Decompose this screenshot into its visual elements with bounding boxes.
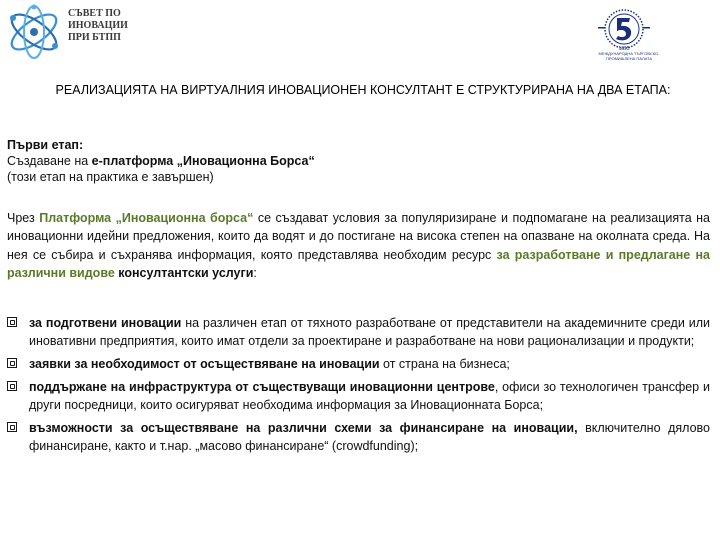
chamber-caption: МЕЖДУНАРОДНА ТЪРГОВСКО-ПРОМИШЛЕНА ПАЛАТА xyxy=(598,51,660,61)
founding-year: 1895 xyxy=(618,46,630,52)
list-item-bold: заявки за необходимост от осъществяване на иновации xyxy=(29,357,380,371)
list-item xyxy=(7,355,710,373)
checkbox-bullet-icon xyxy=(7,317,17,327)
list-item-bold: поддържане на инфраструктура от съществуващи иновационни центрове xyxy=(29,380,495,394)
chamber-logo xyxy=(588,8,668,68)
para-text-3: : xyxy=(253,265,257,280)
list-item-text: от страна на бизнеса; xyxy=(379,357,510,371)
council-logo xyxy=(4,2,134,62)
platform-paragraph xyxy=(7,209,710,282)
checkbox-bullet-icon xyxy=(7,381,17,391)
list-item-text: включително дялово финансиране, както и т.нар. „масово финансиране“ (crowdfunding); xyxy=(29,421,710,453)
services-list xyxy=(7,314,710,460)
list-item-bold: възможности за осъществяване на различни схеми за финансиране на иновации, xyxy=(29,421,578,435)
stage-status: (този етап на практика е завършен) xyxy=(7,170,214,184)
checkbox-bullet-icon xyxy=(7,422,17,432)
chamber-emblem-icon xyxy=(588,8,660,52)
logo-line-3: ПРИ БТПП xyxy=(68,32,121,43)
consulting-services: консултантски услуги xyxy=(118,265,254,280)
list-item xyxy=(7,419,710,455)
logo-line-2: ИНОВАЦИИ xyxy=(68,20,128,31)
list-item-bold: за подготвени иновации xyxy=(29,316,182,330)
atom-icon xyxy=(4,2,66,62)
list-item xyxy=(7,378,710,414)
list-item-text: , офиси зо технологичен трансфер и други посредници, които осигуряват необходима информация за Иновационната Борса; xyxy=(29,380,710,412)
para-text-2: се създават условия за популяризиране и подпомагане на реализацията на иновационни идейни предложения, които да водят и до постигане на висока степен на опазване на околната среда. На нея се събира и съхранява информация, която представлява необходим ресурс xyxy=(7,211,711,262)
services-highlight: за разработване и предлагане на различни видове xyxy=(7,247,710,280)
checkbox-bullet-icon xyxy=(7,358,17,368)
platform-name: е-платформа „Иновационна Борса“ xyxy=(91,154,315,168)
stage-description-prefix: Създаване на xyxy=(7,154,92,168)
logo-line-1: СЪВЕТ ПО xyxy=(68,8,121,19)
para-text-1: Чрез xyxy=(7,211,40,225)
page-title: РЕАЛИЗАЦИЯТА НА ВИРТУАЛНИЯ ИНОВАЦИОНЕН КОНСУЛТАНТ Е СТРУКТУРИРАНА НА ДВА ЕТАПА: xyxy=(55,83,671,97)
list-item-text: на различен етап от тяхното разработване от представители на академичните среди или иновативни предприятия, които имат отдели за проектиране и разработване на нови рационализации и продукти; xyxy=(29,316,710,348)
stage-description xyxy=(7,153,707,169)
list-item xyxy=(7,314,710,350)
stage-heading: Първи етап: xyxy=(7,138,84,152)
platform-highlight: Платформа „Иновационна борса“ xyxy=(39,211,254,225)
stage-section xyxy=(7,137,707,185)
